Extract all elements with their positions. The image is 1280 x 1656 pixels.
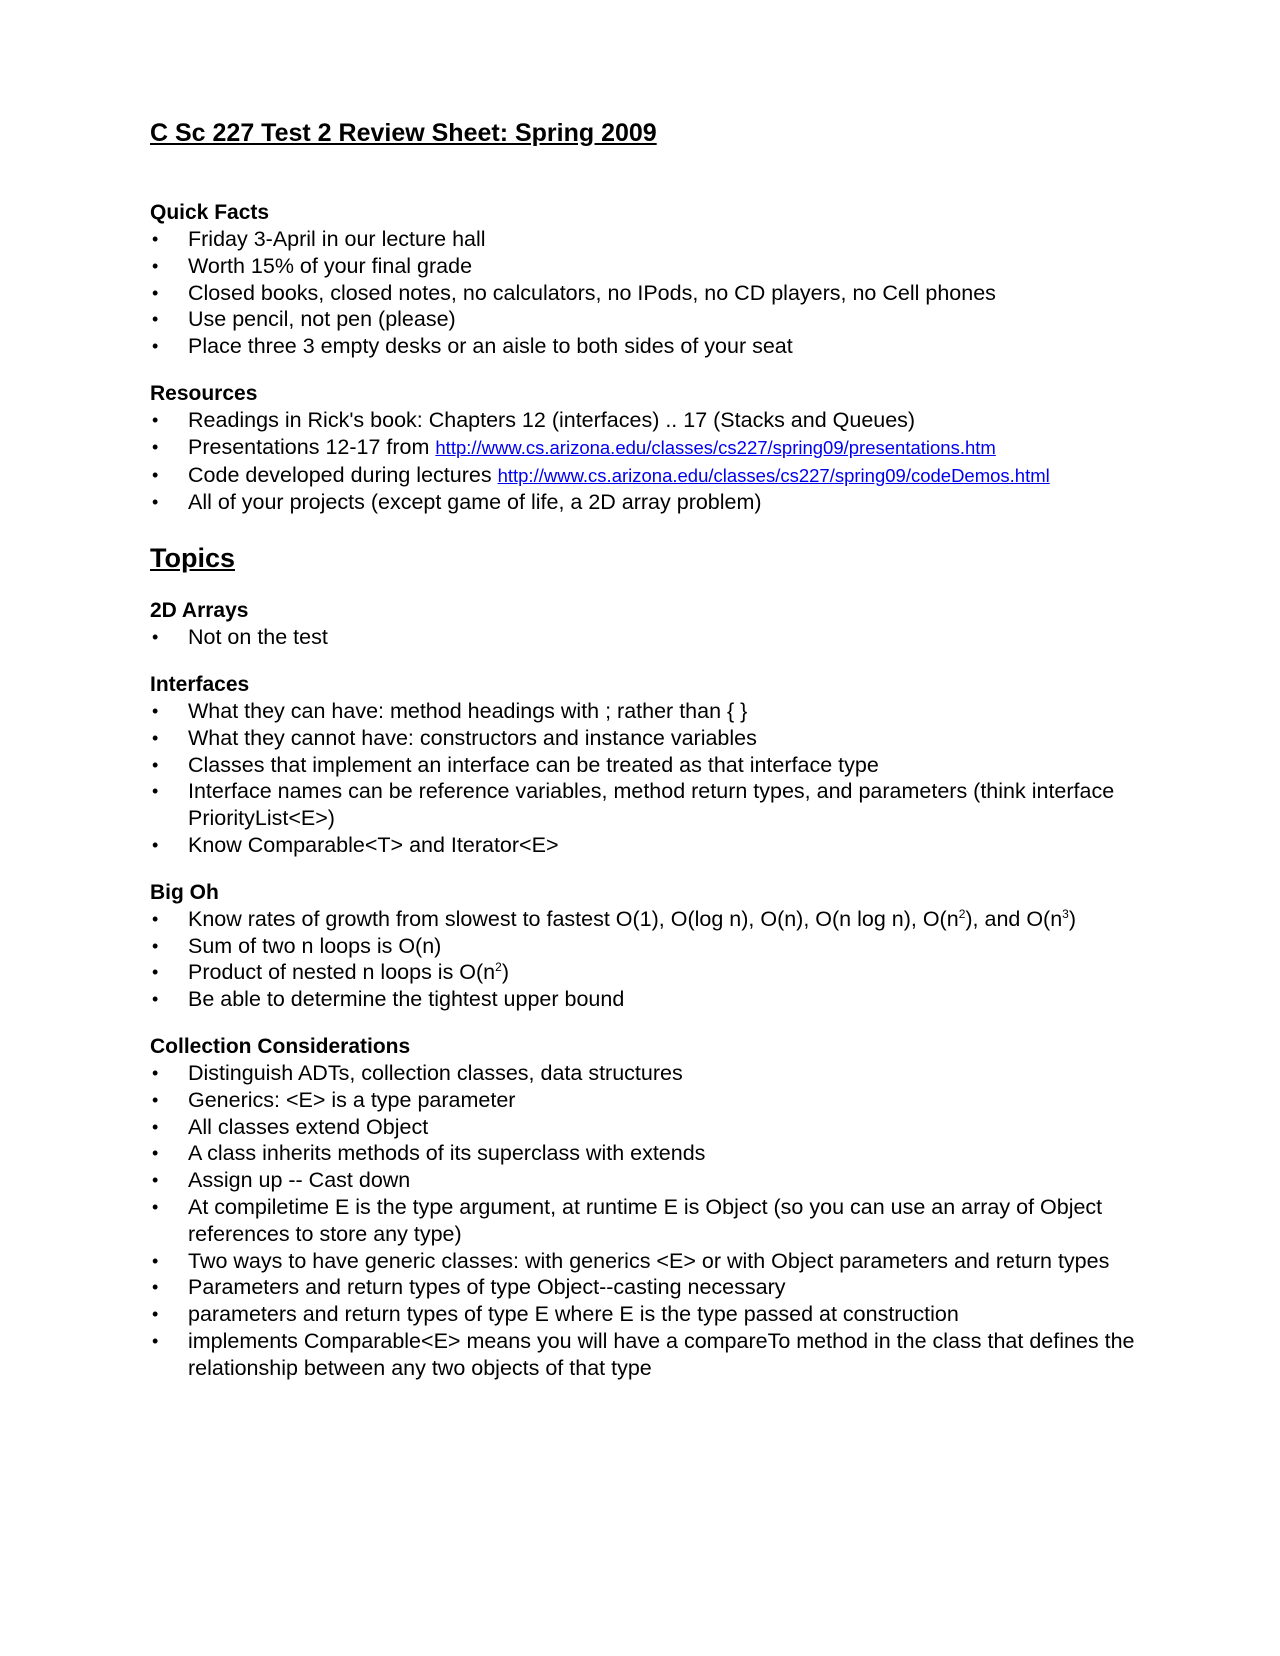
list-item: • What they can have: method headings with ; rather than { }: [152, 698, 748, 723]
arrays-list: [150, 624, 1150, 651]
interfaces-list: [150, 698, 1150, 859]
list-item: • Place three 3 empty desks or an aisle to both sides of your seat: [152, 334, 793, 359]
bullet-icon: •: [152, 935, 159, 956]
bullet-icon: •: [152, 1304, 159, 1325]
bullet-icon: •: [152, 229, 159, 249]
bullet-icon: •: [152, 1250, 159, 1271]
bullet-icon: •: [152, 834, 159, 855]
bullet-icon: •: [152, 1143, 159, 1164]
bullet-icon: •: [152, 781, 159, 802]
bullet-icon: •: [152, 627, 159, 648]
list-item: • At compiletime E is the type argument, at runtime E is Object (so you can use an array of Object references to store any type): [152, 1194, 1103, 1246]
bullet-icon: •: [152, 1277, 159, 1298]
list-item: • Worth 15% of your final grade: [152, 253, 473, 278]
page-title: C Sc 227 Test 2 Review Sheet: Spring 2009: [150, 119, 657, 147]
bullet-icon: •: [152, 989, 159, 1010]
bullet-icon: •: [152, 409, 159, 430]
list-item: • Parameters and return types of type Object--casting necessary: [152, 1275, 786, 1300]
big-oh-heading: Big Oh: [150, 880, 219, 904]
bullet-icon: •: [152, 754, 159, 775]
collections-list: [150, 1060, 1150, 1382]
bullet-icon: •: [152, 1330, 159, 1351]
bullet-icon: •: [152, 1116, 159, 1137]
list-item: • Closed books, closed notes, no calculators, no IPods, no CD players, no Cell phones: [152, 280, 996, 305]
bullet-icon: •: [152, 255, 159, 276]
list-item: • Code developed during lectures http://www.cs.arizona.edu/classes/cs227/spring09/codeDemos.html: [152, 462, 1050, 487]
quick-facts-list: [150, 226, 1150, 360]
bullet-icon: •: [152, 908, 159, 929]
bullet-icon: •: [152, 700, 159, 721]
list-item: • Use pencil, not pen (please): [152, 307, 456, 332]
list-item: • Readings in Rick's book: Chapters 12 (interfaces) .. 17 (Stacks and Queues): [152, 407, 916, 432]
list-item: • Classes that implement an interface can be treated as that interface type: [152, 752, 879, 777]
topics-heading: Topics: [150, 543, 236, 574]
list-item: • Distinguish ADTs, collection classes, data structures: [152, 1060, 683, 1085]
list-item: • Know Comparable<T> and Iterator<E>: [152, 832, 559, 857]
list-item: • Not on the test: [152, 625, 328, 650]
document-page: [150, 118, 1150, 1403]
bullet-icon: •: [152, 309, 159, 330]
list-item: • Sum of two n loops is O(n): [152, 933, 442, 958]
big-oh-list: [150, 906, 1150, 1013]
list-item: • implements Comparable<E> means you will have a compareTo method in the class that defines the relationship between any two objects of that type: [152, 1328, 1135, 1380]
bullet-icon: •: [152, 1196, 159, 1217]
list-item: • parameters and return types of type E where E is the type passed at construction: [152, 1302, 959, 1327]
bullet-icon: •: [152, 282, 159, 303]
interfaces-heading: Interfaces: [150, 672, 250, 696]
list-item: • Presentations 12-17 from http://www.cs.arizona.edu/classes/cs227/spring09/presentations.htm: [152, 434, 996, 459]
list-item: • Product of nested n loops is $O(n^2)$: [152, 960, 510, 985]
bullet-icon: •: [152, 436, 159, 457]
code-demos-link[interactable]: http://www.cs.arizona.edu/classes/cs227/spring09/codeDemos.html: [497, 464, 1050, 486]
list-item: • A class inherits methods of its superclass with extends: [152, 1141, 706, 1166]
bullet-icon: •: [152, 1170, 159, 1191]
bullet-icon: •: [152, 962, 159, 983]
bullet-icon: •: [152, 336, 159, 357]
bullet-icon: •: [152, 1062, 159, 1083]
list-item: • Friday 3-April in our lecture hall: [152, 227, 486, 251]
bullet-icon: •: [152, 727, 159, 748]
list-item: • Two ways to have generic classes: with generics <E> or with Object parameters and return types: [152, 1248, 1110, 1273]
collections-heading: Collection Considerations: [150, 1034, 411, 1058]
list-item: • Know rates of growth from slowest to fastest O(1), O(log n), O(n), O(n log n), $O(n^2)$, and $O(n^3)$: [152, 906, 1077, 931]
arrays-heading: 2D Arrays: [150, 599, 249, 623]
resources-list: [150, 407, 1150, 516]
list-item: • All of your projects (except game of life, a 2D array problem): [152, 490, 762, 515]
bullet-icon: •: [152, 1089, 159, 1110]
bullet-icon: •: [152, 464, 159, 485]
list-item: • Interface names can be reference variables, method return types, and parameters (think interface PriorityList<E>): [152, 779, 1115, 831]
list-item: • What they cannot have: constructors and instance variables: [152, 725, 757, 750]
list-item: • Assign up -- Cast down: [152, 1168, 411, 1193]
resources-heading: Resources: [150, 381, 258, 405]
list-item: • Be able to determine the tightest upper bound: [152, 987, 625, 1012]
bullet-icon: •: [152, 492, 159, 513]
quick-facts-heading: Quick Facts: [150, 201, 270, 224]
presentations-link[interactable]: http://www.cs.arizona.edu/classes/cs227/spring09/presentations.htm: [435, 436, 996, 458]
list-item: • Generics: <E> is a type parameter: [152, 1087, 516, 1112]
list-item: • All classes extend Object: [152, 1114, 429, 1139]
